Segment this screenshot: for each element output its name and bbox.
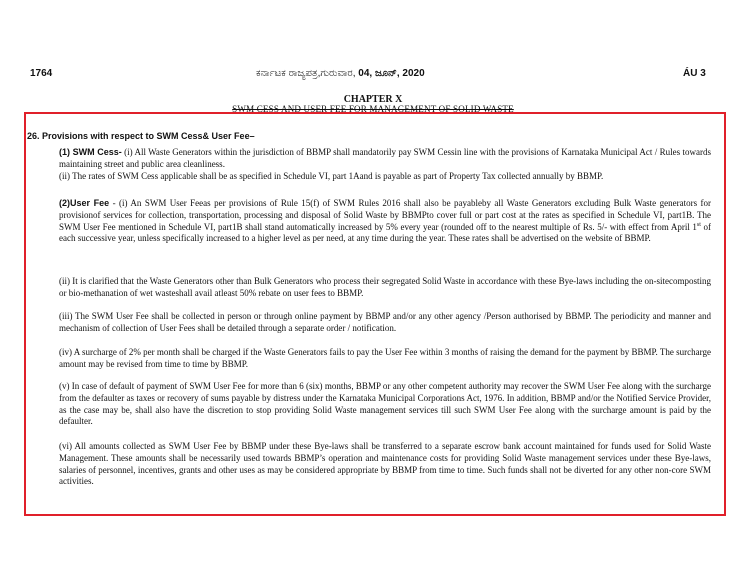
userfee-item-5: (v) In case of default of payment of SWM User Fee for more than 6 (six) months, BBMP or any other competent authority may recover the SWM User Fee along with the surcharge from the defaulter as taxes or recovery of sums payable by distress under the Karnataka Municipal Corporations Act, 1976. In addition, BBMP and/or the Notified Service Provider, as the case may be, shall also have the discretion to stop providing Solid Waste management services till such SWM User Fee along with the surcharge amount is paid by the defaulter.: [59, 381, 711, 427]
cess-item-2: (ii) The rates of SWM Cess applicable shall be as specified in Schedule VI, part 1Aand is payable as part of Property Tax collected annually by BBMP.: [59, 171, 604, 181]
userfee-paragraph: [59, 198, 711, 245]
userfee-item-6: (vi) All amounts collected as SWM User Fee by BBMP under these Bye-laws shall be transferred to a separate escrow bank account maintained for funds used for Solid Waste Management. These amounts shall be necessarily used towards BBMP’s operation and maintenance costs for providing Solid Waste management services under these Bye-laws, salaries of personnel, incentives, grants and other uses as may be considered appropriate by BBMP from time to time. Such funds shall not be diverted for any other non-core SWM activities.: [59, 441, 711, 487]
userfee-item-2: (ii) It is clarified that the Waste Generators other than Bulk Generators who process their segregated Solid Waste in accordance with these Bye-laws including the on-sitecomposting or bio-methanation of wet wasteshall avail atleast 50% rebate on user fees to BBMP.: [59, 276, 711, 298]
chapter-subtitle: SWM CESS AND USER FEE FOR MANAGEMENT OF SOLID WASTE: [232, 104, 514, 114]
part-number: ÁU 3: [683, 68, 706, 79]
gazette-header: [256, 68, 425, 79]
userfee-item-3: (iii) The SWM User Fee shall be collected in person or through online payment by BBMP and/or any other agency /Person authorised by BBMP. The periodicity and manner and mechanism of collection of User Fees shall be detailed through a separate order / notification.: [59, 311, 711, 333]
cess-text: (i) All Waste Generators within the jurisdiction of BBMP shall mandatorily pay SWM Cessin line with the provisions of Karnataka Municipal Act / Rules towards maintaining street and public area cleanliness.: [59, 147, 711, 169]
userfee-sup: st: [696, 221, 701, 228]
userfee-item-4: (iv) A surcharge of 2% per month shall be charged if the Waste Generators fails to pay the User Fee within 3 months of raising the demand for the payment by BBMP. The surcharge amount may be revised from time to time by BBMP.: [59, 347, 711, 369]
cess-label: (1) SWM Cess-: [59, 147, 122, 157]
gazette-title: ಕರ್ನಾಟಕ ರಾಜ್ಯಪತ್ರ,ಗುರುವಾರ,: [256, 68, 359, 79]
cess-paragraph: [59, 147, 711, 171]
chapter-title: CHAPTER X: [343, 94, 403, 105]
gazette-date: 04, ಜೂನ್, 2020: [358, 68, 425, 79]
userfee-text-b: of each successive year, unless specifically increased to a higher level as per need, at any time during the year. These rates shall be advertised on the website of BBMP.: [59, 221, 711, 244]
section-heading: 26. Provisions with respect to SWM Cess& User Fee–: [27, 131, 255, 141]
userfee-label: (2)User Fee: [59, 198, 110, 208]
userfee-text-a: - (i) An SWM User Feeas per provisions of Rule 15(f) of SWM Rules 2016 shall also be payableby all Waste Generators excluding Bulk Waste generators for provisionof services for collection, transportation, processing and disposal of Solid Waste by BBMPto cover full or part cost at the rates as specified in Schedule VI, part1B. The SWM User Fee mentioned in Schedule VI, part1B shall stand automatically increased by 5% every year (rounded off to the nearest multiple of Rs. 5/- with effect from April 1: [59, 198, 711, 232]
page-number: 1764: [30, 68, 53, 79]
